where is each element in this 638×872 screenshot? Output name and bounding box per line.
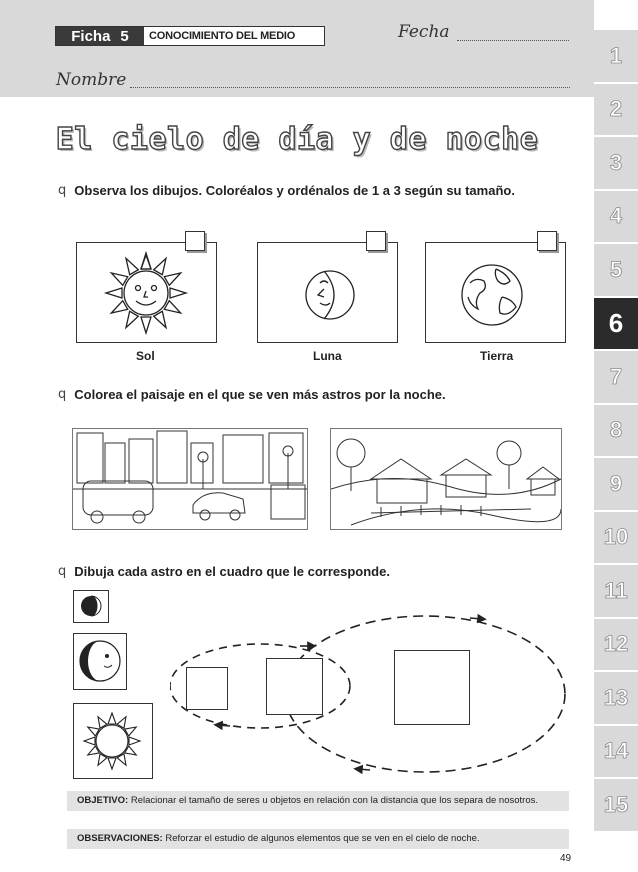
fecha-label: Fecha	[398, 22, 450, 42]
objetivo-note	[67, 791, 569, 811]
unit-tab-12: 12	[594, 619, 638, 673]
earth-moon-icon	[74, 634, 125, 688]
ficha-badge	[56, 27, 144, 45]
activity-2-text: Colorea el paisaje en el que se ven más astros por la noche.	[74, 387, 446, 402]
nombre-field[interactable]	[130, 87, 570, 88]
unit-tab-3: 3	[594, 137, 638, 191]
draw-box-small[interactable]	[186, 667, 228, 710]
draw-box-large[interactable]	[394, 650, 470, 725]
earth-icon	[426, 243, 564, 341]
unit-tab-8: 8	[594, 405, 638, 459]
moon-icon	[258, 243, 396, 341]
earth-order-box[interactable]	[537, 231, 557, 251]
crescent-moon-icon	[74, 591, 107, 621]
objetivo-label: OBJETIVO:	[77, 795, 129, 806]
unit-sidebar	[594, 30, 638, 833]
subject-area: CONOCIMIENTO DEL MEDIO	[144, 27, 324, 45]
sun-small-icon	[74, 704, 151, 777]
city-landscape[interactable]	[72, 428, 308, 530]
objetivo-text: Relacionar el tamaño de seres u objetos en relación con la distancia que los separa de nosotros.	[130, 795, 539, 806]
header	[0, 0, 594, 97]
ficha-number: 5	[120, 27, 129, 45]
observaciones-note	[67, 829, 569, 849]
countryside-drawing	[331, 429, 561, 529]
unit-tab-11: 11	[594, 565, 638, 619]
ficha-label: Ficha	[71, 27, 111, 45]
sun-picture-box	[76, 242, 217, 343]
unit-tab-1: 1	[594, 30, 638, 84]
unit-tab-13: 13	[594, 672, 638, 726]
sun-order-box[interactable]	[185, 231, 205, 251]
bullet: q	[58, 183, 67, 198]
page-number: 49	[560, 853, 572, 864]
moon-picture-box	[257, 242, 398, 343]
unit-tab-14: 14	[594, 726, 638, 780]
city-drawing	[73, 429, 307, 529]
ficha-tag	[55, 26, 325, 46]
unit-tab-9: 9	[594, 458, 638, 512]
bullet: q	[58, 387, 67, 402]
activity-1-instruction	[58, 182, 548, 200]
moon-order-box[interactable]	[366, 231, 386, 251]
unit-tab-4: 4	[594, 191, 638, 245]
unit-tab-10: 10	[594, 512, 638, 566]
unit-tab-7: 7	[594, 351, 638, 405]
inner-orbit-arrow	[218, 725, 230, 726]
earth-label: Tierra	[480, 349, 514, 363]
moon-reference	[73, 590, 109, 623]
countryside-landscape[interactable]	[330, 428, 562, 530]
outer-orbit-arrow	[470, 618, 482, 619]
sun-reference	[73, 703, 153, 779]
earth-picture-box	[425, 242, 566, 343]
unit-tab-2: 2	[594, 84, 638, 138]
activity-2-instruction	[58, 386, 548, 404]
bullet: q	[58, 564, 67, 579]
page-title: El cielo de día y de noche	[55, 122, 539, 157]
sun-label: Sol	[136, 349, 155, 363]
activity-3-text: Dibuja cada astro en el cuadro que le corresponde.	[74, 564, 390, 579]
orbit-diagram	[170, 606, 570, 796]
moon-label: Luna	[313, 349, 342, 363]
nombre-label: Nombre	[56, 70, 127, 90]
draw-box-medium[interactable]	[266, 658, 323, 715]
unit-tab-15: 15	[594, 779, 638, 833]
activity-3-instruction	[58, 563, 548, 581]
unit-tab-5: 5	[594, 244, 638, 298]
sun-icon	[77, 243, 215, 341]
observaciones-text: Reforzar el estudio de algunos elementos que se ven en el cielo de noche.	[165, 833, 480, 844]
fecha-field[interactable]	[457, 40, 569, 41]
activity-1-text: Observa los dibujos. Coloréalos y ordénalos de 1 a 3 según su tamaño.	[74, 183, 515, 198]
outer-orbit-arrow-2	[358, 769, 370, 770]
earth-reference	[73, 633, 127, 690]
observaciones-label: OBSERVACIONES:	[77, 833, 163, 844]
unit-tab-6-active: 6	[594, 298, 638, 352]
